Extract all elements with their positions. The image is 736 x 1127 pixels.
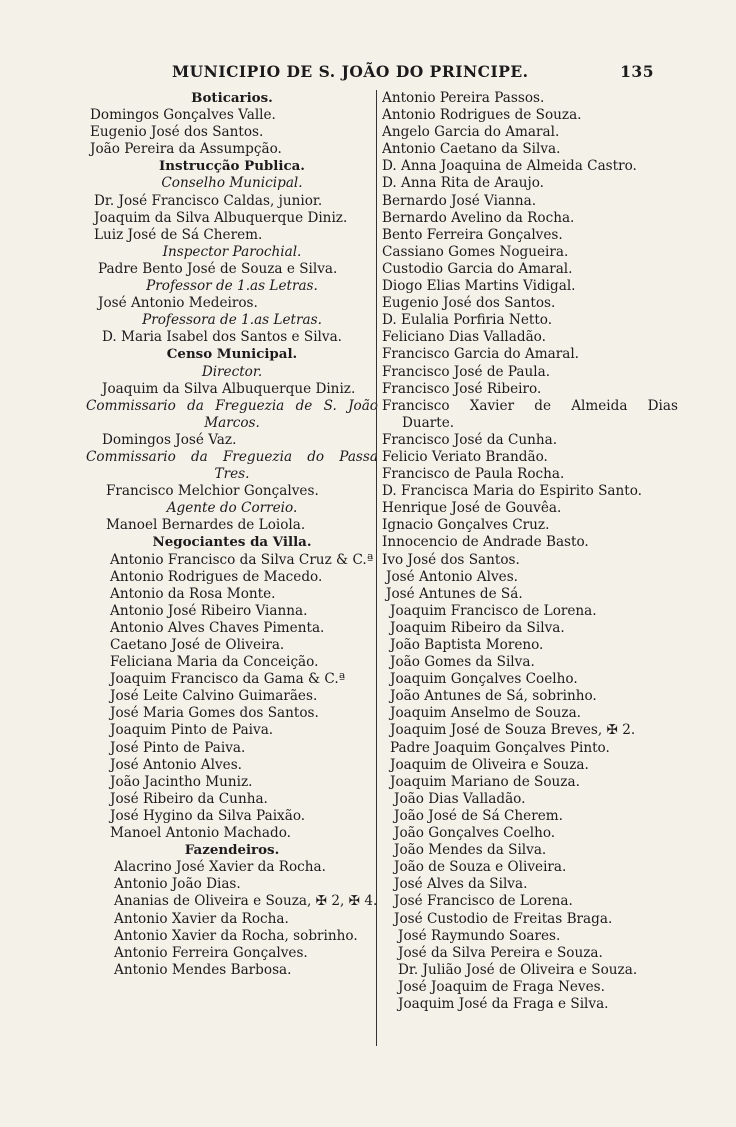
page-number: 135 (620, 62, 654, 81)
left-column (86, 90, 378, 979)
name-entry: Francisco Melchior Gonçalves. (106, 483, 319, 500)
name-entry: Francisco de Paula Rocha. (382, 466, 565, 483)
page-title: MUNICIPIO DE S. JOÃO DO PRINCIPE. (172, 62, 529, 81)
name-entry: Joaquim da Silva Albuquerque Diniz. (94, 209, 348, 226)
name-entry: Francisco José de Paula. (382, 363, 551, 380)
name-entry: Domingos José Vaz. (102, 431, 237, 448)
role-title: Conselho Municipal. (161, 175, 303, 192)
name-entry: Antonio Francisco da Silva Cruz & C.ª (110, 551, 374, 568)
name-entry: Joaquim Mariano de Souza. (390, 773, 580, 790)
name-entry: José Antonio Alves. (386, 568, 518, 585)
name-entry: Joaquim José de Souza Breves, ✠ 2. (390, 722, 636, 739)
name-entry: João Antunes de Sá, sobrinho. (390, 688, 597, 705)
name-entry: Duarte. (402, 414, 455, 431)
name-entry: João de Souza e Oliveira. (394, 859, 567, 876)
name-entry: Alacrino José Xavier da Rocha. (114, 859, 326, 876)
name-entry: Ananias de Oliveira e Souza, ✠ 2, ✠ 4. (114, 893, 378, 910)
name-entry: Padre Bento José de Souza e Silva. (98, 260, 338, 277)
name-entry: Francisco José Ribeiro. (382, 380, 542, 397)
name-entry: Joaquim Pinto de Paiva. (110, 722, 274, 739)
name-entry: Antonio José Ribeiro Vianna. (110, 602, 308, 619)
name-entry: Dr. José Francisco Caldas, junior. (94, 192, 323, 209)
name-entry: Joaquim José da Fraga e Silva. (398, 995, 609, 1012)
name-entry: Domingos Gonçalves Valle. (90, 107, 276, 124)
name-entry: Joaquim Ribeiro da Silva. (390, 619, 565, 636)
name-entry: Joaquim Anselmo de Souza. (390, 705, 581, 722)
name-entry: Luiz José de Sá Cherem. (94, 226, 263, 243)
name-entry: José Antunes de Sá. (386, 585, 523, 602)
name-entry: Ignacio Gonçalves Cruz. (382, 517, 550, 534)
name-entry: Caetano José de Oliveira. (110, 637, 285, 653)
name-entry: Innocencio de Andrade Basto. (382, 534, 589, 551)
section-heading: Instrucção Publica. (159, 158, 305, 175)
name-entry: João Baptista Moreno. (390, 637, 544, 653)
name-entry: João Gomes da Silva. (390, 654, 535, 671)
section-heading: Negociantes da Villa. (152, 534, 312, 551)
name-entry: João Pereira da Assumpção. (90, 141, 282, 158)
section-heading: Boticarios. (191, 90, 273, 106)
name-entry: José Antonio Medeiros. (98, 295, 258, 312)
name-entry: Feliciano Dias Valladão. (382, 329, 546, 346)
name-entry: José Hygino da Silva Paixão. (110, 807, 306, 824)
role-title: Tres. (214, 466, 250, 483)
name-entry: Joaquim Francisco de Lorena. (390, 602, 597, 619)
name-entry: Felicio Veriato Brandão. (382, 448, 548, 465)
name-entry: José Ribeiro da Cunha. (110, 790, 268, 807)
name-entry: João Dias Valladão. (394, 790, 526, 807)
role-title: Commissario da Freguezia de S. João (86, 397, 378, 414)
name-entry: Bernardo José Vianna. (382, 192, 537, 209)
name-entry: Antonio Alves Chaves Pimenta. (110, 619, 325, 636)
role-title: Inspector Parochial. (162, 243, 302, 260)
section-heading: Censo Municipal. (166, 346, 298, 363)
name-entry: José Antonio Alves. (110, 756, 242, 773)
name-entry: Antonio Rodrigues de Souza. (382, 107, 582, 124)
name-entry: Eugenio José dos Santos. (382, 295, 556, 312)
role-title: Commissario da Freguezia do Passa (86, 448, 378, 465)
name-entry: José Maria Gomes dos Santos. (110, 705, 319, 722)
name-entry: João Mendes da Silva. (394, 842, 547, 859)
role-title: Director. (201, 363, 263, 380)
name-entry: Antonio Pereira Passos. (382, 90, 545, 106)
name-entry: Antonio Caetano da Silva. (382, 141, 561, 158)
name-entry: D. Eulalia Porfiria Netto. (382, 312, 553, 329)
name-entry: Antonio Rodrigues de Macedo. (110, 568, 323, 585)
name-entry: Antonio Xavier da Rocha, sobrinho. (114, 927, 358, 944)
name-entry: José Pinto de Paiva. (110, 739, 246, 756)
name-entry: Francisco Xavier de Almeida Dias (382, 397, 678, 414)
name-entry: Henrique José de Gouvêa. (382, 500, 562, 517)
name-entry: Antonio da Rosa Monte. (110, 585, 276, 602)
name-entry: Bento Ferreira Gonçalves. (382, 226, 563, 243)
name-entry: João José de Sá Cherem. (394, 807, 563, 824)
right-column (376, 90, 678, 1046)
name-entry: José Raymundo Soares. (398, 927, 561, 944)
name-entry: Padre Joaquim Gonçalves Pinto. (390, 739, 610, 756)
name-entry: Cassiano Gomes Nogueira. (382, 243, 569, 260)
name-entry: Dr. Julião José de Oliveira e Souza. (398, 961, 638, 978)
role-title: Agente do Correio. (166, 500, 298, 517)
name-entry: Joaquim de Oliveira e Souza. (390, 756, 589, 773)
name-entry: Joaquim da Silva Albuquerque Diniz. (102, 380, 356, 397)
name-entry: José da Silva Pereira e Souza. (398, 944, 603, 961)
name-entry: Joaquim Francisco da Gama & C.ª (110, 671, 346, 688)
name-entry: Antonio Ferreira Gonçalves. (114, 944, 308, 961)
name-entry: Feliciana Maria da Conceição. (110, 654, 319, 671)
name-entry: Diogo Elias Martins Vidigal. (382, 278, 576, 295)
role-title: Professor de 1.as Letras. (146, 278, 318, 295)
role-title: Professora de 1.as Letras. (142, 312, 322, 329)
page-header (160, 62, 660, 84)
name-entry: Custodio Garcia do Amaral. (382, 260, 573, 277)
name-entry: Manoel Antonio Machado. (110, 825, 291, 842)
name-entry: José Leite Calvino Guimarães. (110, 688, 318, 705)
section-heading: Fazendeiros. (184, 842, 280, 859)
name-entry: José Custodio de Freitas Braga. (394, 910, 613, 927)
name-entry: José Francisco de Lorena. (394, 893, 573, 910)
name-entry: Antonio João Dias. (114, 876, 241, 893)
name-entry: João Jacintho Muniz. (110, 773, 253, 790)
name-entry: Antonio Xavier da Rocha. (114, 910, 289, 927)
name-entry: Manoel Bernardes de Loiola. (106, 517, 306, 534)
name-entry: Angelo Garcia do Amaral. (382, 124, 560, 141)
name-entry: D. Maria Isabel dos Santos e Silva. (102, 329, 342, 346)
name-entry: Ivo José dos Santos. (382, 551, 520, 568)
name-entry: D. Francisca Maria do Espirito Santo. (382, 483, 642, 500)
name-entry: D. Anna Rita de Araujo. (382, 175, 545, 192)
name-entry: Antonio Mendes Barbosa. (114, 961, 292, 978)
name-entry: Bernardo Avelino da Rocha. (382, 209, 575, 226)
name-entry: Francisco Garcia do Amaral. (382, 346, 579, 363)
name-entry: João Gonçalves Coelho. (394, 825, 556, 842)
name-entry: Francisco José da Cunha. (382, 431, 558, 448)
name-entry: José Alves da Silva. (394, 876, 528, 893)
name-entry: José Joaquim de Fraga Neves. (398, 978, 605, 995)
name-entry: D. Anna Joaquina de Almeida Castro. (382, 158, 637, 175)
name-entry: Eugenio José dos Santos. (90, 124, 264, 141)
role-title: Marcos. (204, 414, 260, 431)
name-entry: Joaquim Gonçalves Coelho. (390, 671, 578, 688)
